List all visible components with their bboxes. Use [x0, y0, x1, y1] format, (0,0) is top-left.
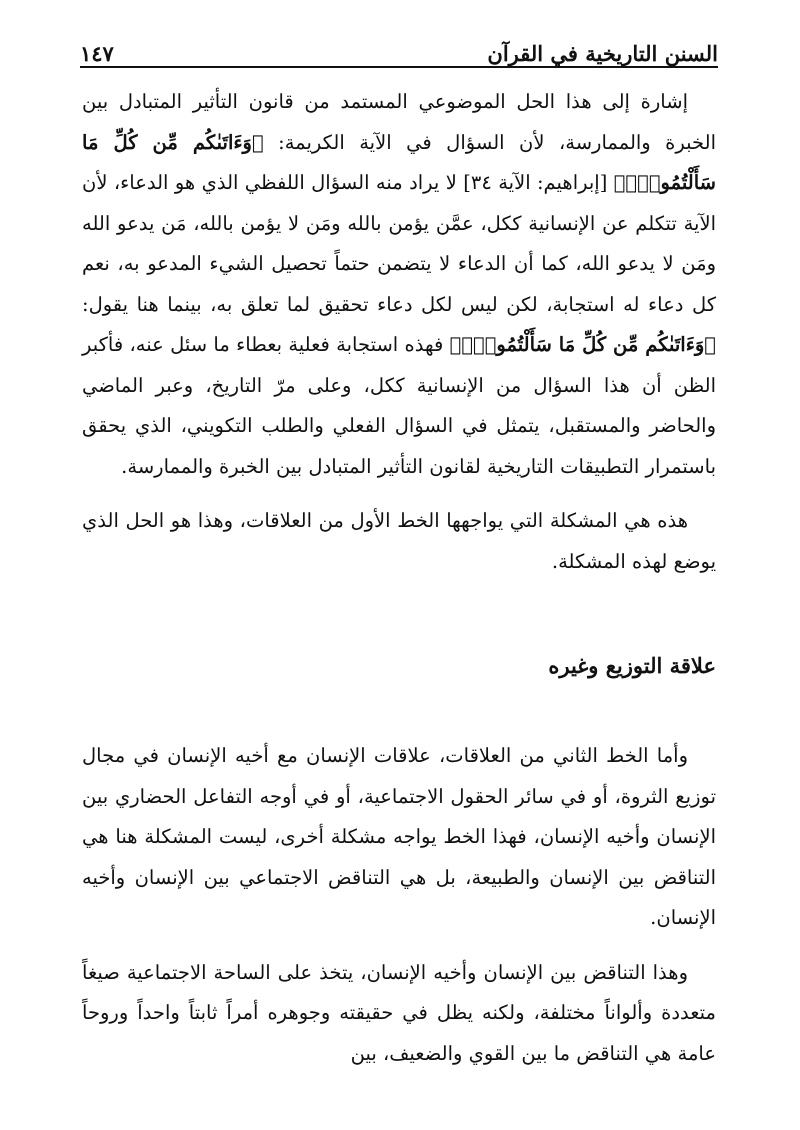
section-heading: علاقة التوزيع وغيره — [548, 653, 716, 678]
paragraph-1-text-c: فهذه استجابة فعلية بعطاء ما سئل عنه، فأكبر الظن أن هذا السؤال من الإنسانية ككل، وعلى مرّ التاريخ، وعبر الماضي والحاضر والمستقبل، يتمثل في السؤال الفعلي والطلب التكويني، الذي يحقق باستمرار التطبيقات التاريخية لقانون التأثير المتبادل بين الخبرة والممارسة. — [82, 333, 716, 478]
running-title: السنن التاريخية في القرآن — [487, 41, 718, 66]
paragraph-4: وهذا التناقض بين الإنسان وأخيه الإنسان، يتخذ على الساحة الاجتماعية صيغاً متعددة وألواناً مختلفة، ولكنه يظل في حقيقته وجوهره أمراً ثابتاً واحداً وروحاً عامة هي التناقض ما بين القوي والضعيف، بين — [82, 960, 716, 1065]
paragraph-2: هذه هي المشكلة التي يواجهها الخط الأول من العلاقات، وهذا هو الحل الذي يوضع لهذه المشكلة. — [82, 509, 716, 573]
quran-verse-2: ﴿وَءَاتَىٰكُم مِّن كُلِّ مَا سَأَلْتُمُوهُۚ﴾ — [449, 333, 716, 356]
page-body — [82, 82, 716, 1074]
paragraph-1-text-a: إشارة إلى هذا الحل الموضوعي المستمد من قانون التأثير المتبادل بين الخبرة والممارسة، لأن السؤال في الآية الكريمة: — [82, 90, 716, 154]
page-header — [80, 28, 718, 66]
paragraph-1-text-b: [إبراهيم: الآية ٣٤] لا يراد منه السؤال اللفظي الذي هو الدعاء، لأن الآية تتكلم عن الإنسانية ككل، عمَّن يؤمن بالله ومَن لا يؤمن بالله، مَن يدعو الله ومَن لا يدعو الله، كما أن الدعاء لا يتضمن حتماً تحصيل الشيء المدعو به، نعم كل دعاء له استجابة، لكن ليس لكل دعاء تحقيق لما تعلق به، بينما هنا يقول: — [82, 171, 716, 316]
paragraph-1 — [82, 82, 716, 487]
page-number: ١٤٧ — [80, 41, 114, 66]
paragraph-3: وأما الخط الثاني من العلاقات، علاقات الإنسان مع أخيه الإنسان في مجال توزيع الثروة، أو في سائر الحقول الاجتماعية، أو في أوجه التفاعل الحضاري بين الإنسان وأخيه الإنسان، فهذا الخط يواجه مشكلة أخرى، ليست المشكلة هنا هي التناقض بين الإنسان والطبيعة، بل هي التناقض الاجتماعي بين الإنسان وأخيه الإنسان. — [82, 744, 716, 929]
header-rule — [80, 66, 718, 68]
quran-verse-1: ﴿وَءَاتَىٰكُم مِّن كُلِّ مَا سَأَلْتُمُوهُۚ﴾ — [82, 130, 716, 194]
